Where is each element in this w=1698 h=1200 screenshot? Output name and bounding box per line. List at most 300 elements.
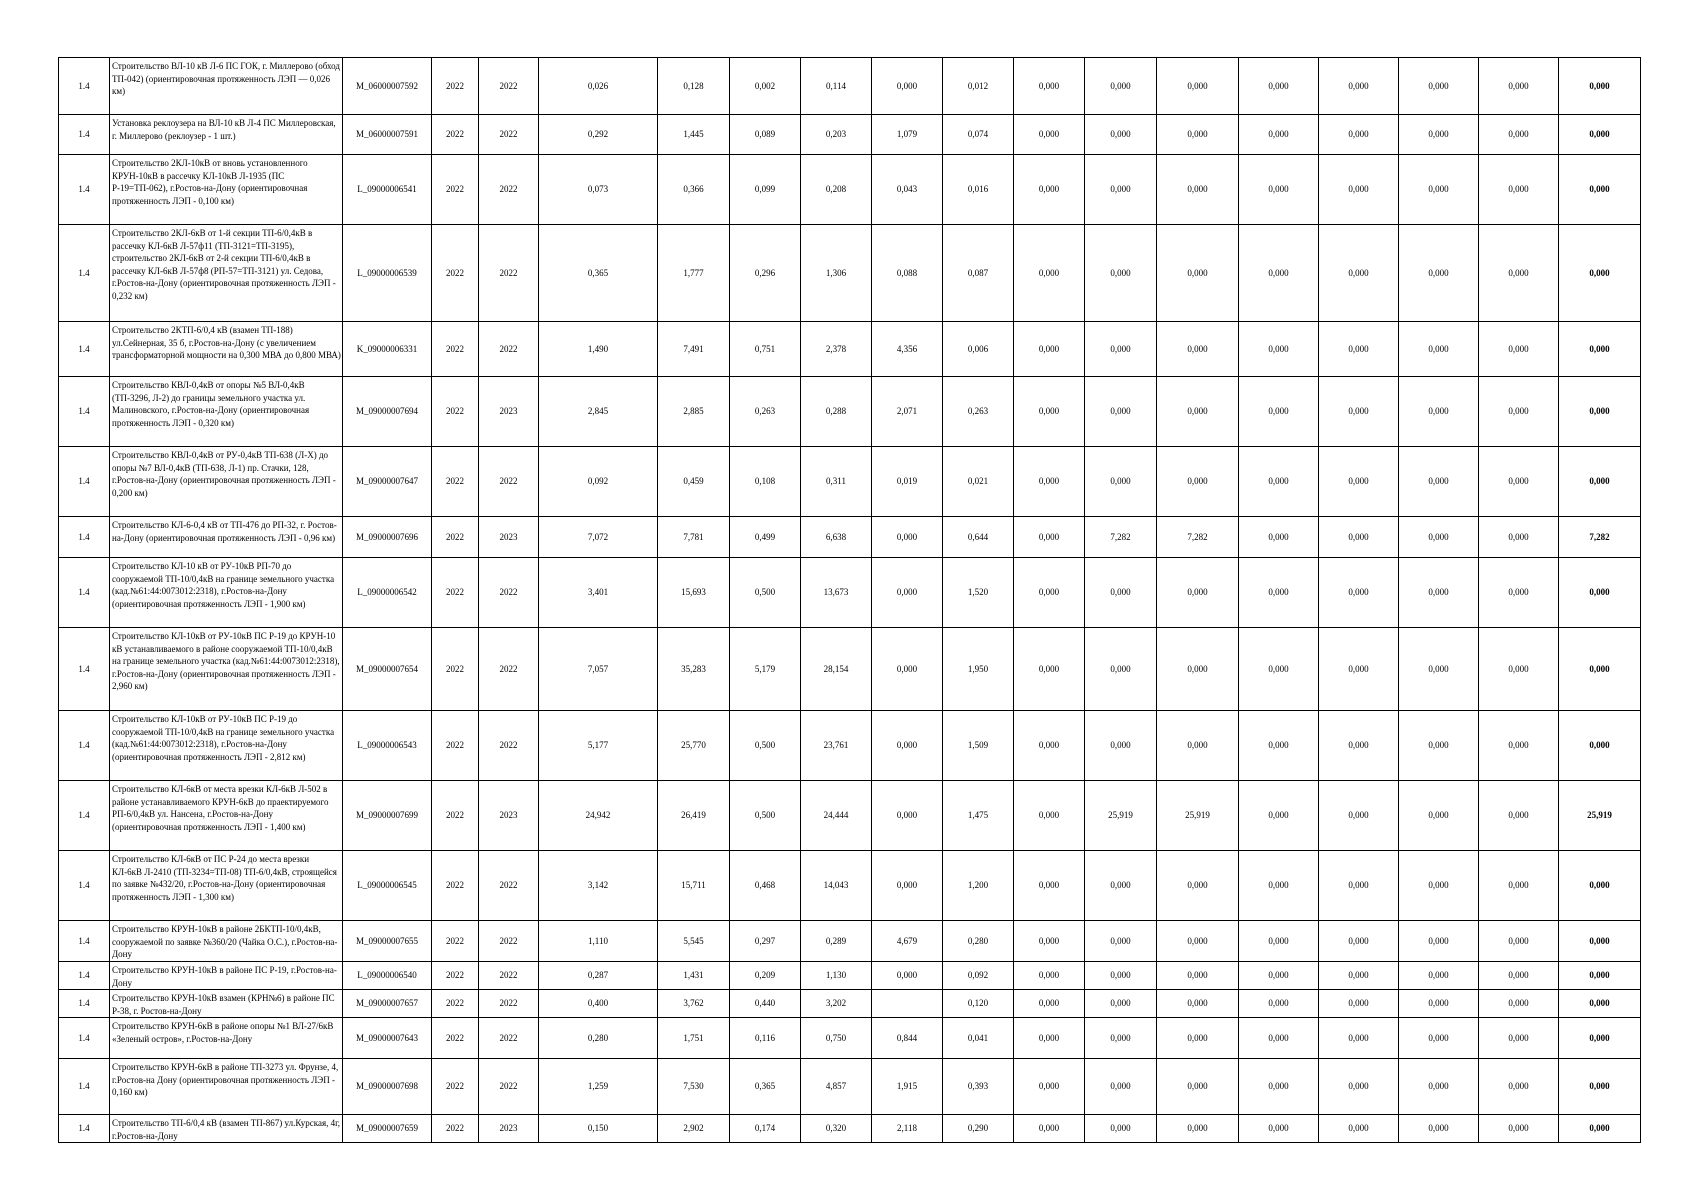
value-col-3: 0,500 (730, 711, 801, 781)
value-col-3: 0,365 (730, 1059, 801, 1115)
project-name-cell: Строительство КЛ-6кВ от ПС Р-24 до места врезки КЛ-6кВ Л-2410 (ТП-3234=ТП-08) ТП-6/0,4кВ, строящейся по заявке №432/20, г.Ростов-на-Дону (ориентировочная протяженность ЛЭП - 1,300 км) (110, 851, 343, 921)
start-year-cell: 2022 (432, 628, 479, 711)
start-year-cell: 2022 (432, 921, 479, 962)
value-col-3: 0,500 (730, 781, 801, 851)
value-col-8: 7,282 (1085, 517, 1157, 558)
value-col-12: 0,000 (1399, 115, 1479, 155)
total-cell: 0,000 (1559, 711, 1641, 781)
table-row (59, 711, 1641, 781)
value-col-3: 0,209 (730, 962, 801, 990)
value-col-4: 14,043 (801, 851, 872, 921)
value-col-10: 0,000 (1239, 1115, 1319, 1143)
end-year-cell: 2022 (479, 558, 539, 628)
value-col-9: 7,282 (1157, 517, 1239, 558)
value-col-13: 0,000 (1479, 447, 1559, 517)
value-col-11: 0,000 (1319, 115, 1399, 155)
value-col-5: 0,000 (872, 558, 943, 628)
section-cell: 1.4 (59, 377, 110, 447)
value-col-9: 0,000 (1157, 1018, 1239, 1059)
total-cell: 0,000 (1559, 1115, 1641, 1143)
value-col-13: 0,000 (1479, 377, 1559, 447)
project-name-cell: Строительство КРУН-6кВ в районе ТП-3273 ул. Фрунзе, 4, г.Ростов-на Дону (ориентировочная протяженность ЛЭП - 0,160 км) (110, 1059, 343, 1115)
start-year-cell: 2022 (432, 1018, 479, 1059)
value-col-10: 0,000 (1239, 990, 1319, 1018)
end-year-cell: 2022 (479, 1018, 539, 1059)
value-col-12: 0,000 (1399, 377, 1479, 447)
investment-table (58, 57, 1641, 1143)
end-year-cell: 2023 (479, 517, 539, 558)
value-col-13: 0,000 (1479, 1115, 1559, 1143)
value-col-9: 0,000 (1157, 851, 1239, 921)
value-col-7: 0,000 (1014, 377, 1085, 447)
project-id-cell: M_09000007655 (343, 921, 432, 962)
value-col-13: 0,000 (1479, 628, 1559, 711)
section-cell: 1.4 (59, 322, 110, 377)
value-col-8: 0,000 (1085, 558, 1157, 628)
value-col-3: 0,099 (730, 155, 801, 225)
value-col-3: 0,116 (730, 1018, 801, 1059)
section-cell: 1.4 (59, 962, 110, 990)
value-col-10: 0,000 (1239, 322, 1319, 377)
value-col-2: 0,128 (658, 58, 730, 115)
total-cell: 0,000 (1559, 851, 1641, 921)
section-cell: 1.4 (59, 558, 110, 628)
value-col-7: 0,000 (1014, 225, 1085, 322)
start-year-cell: 2022 (432, 1059, 479, 1115)
value-col-10: 0,000 (1239, 155, 1319, 225)
section-cell: 1.4 (59, 447, 110, 517)
value-col-5: 1,915 (872, 1059, 943, 1115)
value-col-7: 0,000 (1014, 628, 1085, 711)
value-col-1: 7,072 (539, 517, 658, 558)
value-col-6: 0,074 (943, 115, 1014, 155)
table-row (59, 781, 1641, 851)
total-cell: 0,000 (1559, 990, 1641, 1018)
project-name-cell: Строительство КРУН-10кВ в районе 2БКТП-10/0,4кВ, сооружаемой по заявке №360/20 (Чайка О.С.), г.Ростов-на-Дону (110, 921, 343, 962)
value-col-12: 0,000 (1399, 1059, 1479, 1115)
value-col-10: 0,000 (1239, 781, 1319, 851)
value-col-10: 0,000 (1239, 115, 1319, 155)
total-cell: 0,000 (1559, 322, 1641, 377)
value-col-12: 0,000 (1399, 155, 1479, 225)
project-id-cell: M_09000007657 (343, 990, 432, 1018)
section-cell: 1.4 (59, 115, 110, 155)
value-col-7: 0,000 (1014, 851, 1085, 921)
value-col-9: 0,000 (1157, 447, 1239, 517)
value-col-3: 5,179 (730, 628, 801, 711)
value-col-4: 4,857 (801, 1059, 872, 1115)
value-col-7: 0,000 (1014, 1059, 1085, 1115)
value-col-12: 0,000 (1399, 447, 1479, 517)
end-year-cell: 2022 (479, 851, 539, 921)
value-col-6: 0,263 (943, 377, 1014, 447)
value-col-5: 0,844 (872, 1018, 943, 1059)
value-col-6: 0,006 (943, 322, 1014, 377)
value-col-3: 0,297 (730, 921, 801, 962)
value-col-6: 0,290 (943, 1115, 1014, 1143)
table-row (59, 962, 1641, 990)
value-col-13: 0,000 (1479, 115, 1559, 155)
value-col-4: 1,130 (801, 962, 872, 990)
value-col-10: 0,000 (1239, 447, 1319, 517)
value-col-8: 0,000 (1085, 962, 1157, 990)
value-col-5: 0,000 (872, 517, 943, 558)
project-name-cell: Строительство ТП-6/0,4 кВ (взамен ТП-867) ул.Курская, 4г, г.Ростов-на-Дону (110, 1115, 343, 1143)
project-id-cell: L_09000006541 (343, 155, 432, 225)
table-row (59, 851, 1641, 921)
value-col-10: 0,000 (1239, 921, 1319, 962)
value-col-3: 0,089 (730, 115, 801, 155)
project-id-cell: M_09000007699 (343, 781, 432, 851)
value-col-3: 0,296 (730, 225, 801, 322)
end-year-cell: 2023 (479, 377, 539, 447)
value-col-2: 7,530 (658, 1059, 730, 1115)
section-cell: 1.4 (59, 851, 110, 921)
start-year-cell: 2022 (432, 558, 479, 628)
start-year-cell: 2022 (432, 58, 479, 115)
value-col-12: 0,000 (1399, 1115, 1479, 1143)
total-cell: 0,000 (1559, 225, 1641, 322)
value-col-5: 0,088 (872, 225, 943, 322)
value-col-9: 0,000 (1157, 322, 1239, 377)
table-row (59, 115, 1641, 155)
value-col-9: 0,000 (1157, 962, 1239, 990)
value-col-11: 0,000 (1319, 517, 1399, 558)
value-col-9: 0,000 (1157, 1059, 1239, 1115)
value-col-6: 0,016 (943, 155, 1014, 225)
section-cell: 1.4 (59, 921, 110, 962)
start-year-cell: 2022 (432, 962, 479, 990)
value-col-12: 0,000 (1399, 58, 1479, 115)
value-col-13: 0,000 (1479, 1018, 1559, 1059)
table-row (59, 990, 1641, 1018)
end-year-cell: 2022 (479, 155, 539, 225)
value-col-1: 1,490 (539, 322, 658, 377)
section-cell: 1.4 (59, 1059, 110, 1115)
value-col-5: 1,079 (872, 115, 943, 155)
value-col-10: 0,000 (1239, 851, 1319, 921)
value-col-1: 0,292 (539, 115, 658, 155)
start-year-cell: 2022 (432, 851, 479, 921)
value-col-3: 0,108 (730, 447, 801, 517)
value-col-4: 1,306 (801, 225, 872, 322)
value-col-7: 0,000 (1014, 711, 1085, 781)
value-col-1: 0,073 (539, 155, 658, 225)
value-col-1: 1,259 (539, 1059, 658, 1115)
value-col-2: 5,545 (658, 921, 730, 962)
value-col-8: 0,000 (1085, 58, 1157, 115)
value-col-10: 0,000 (1239, 558, 1319, 628)
value-col-12: 0,000 (1399, 628, 1479, 711)
table-row (59, 447, 1641, 517)
value-col-13: 0,000 (1479, 711, 1559, 781)
value-col-8: 0,000 (1085, 1059, 1157, 1115)
total-cell: 25,919 (1559, 781, 1641, 851)
value-col-8: 25,919 (1085, 781, 1157, 851)
total-cell: 0,000 (1559, 962, 1641, 990)
end-year-cell: 2022 (479, 962, 539, 990)
value-col-9: 0,000 (1157, 711, 1239, 781)
value-col-5: 0,043 (872, 155, 943, 225)
value-col-4: 0,288 (801, 377, 872, 447)
total-cell: 7,282 (1559, 517, 1641, 558)
project-id-cell: L_09000006543 (343, 711, 432, 781)
project-name-cell: Строительство 2КТП-6/0,4 кВ (взамен ТП-188) ул.Сейнерная, 35 б, г.Ростов-на-Дону (с увеличением трансформаторной мощности на 0,300 МВА до 0,800 МВА) (110, 322, 343, 377)
value-col-13: 0,000 (1479, 58, 1559, 115)
value-col-2: 3,762 (658, 990, 730, 1018)
value-col-2: 2,885 (658, 377, 730, 447)
value-col-3: 0,499 (730, 517, 801, 558)
table-row (59, 517, 1641, 558)
value-col-3: 0,174 (730, 1115, 801, 1143)
value-col-3: 0,002 (730, 58, 801, 115)
value-col-10: 0,000 (1239, 377, 1319, 447)
end-year-cell: 2022 (479, 58, 539, 115)
value-col-9: 0,000 (1157, 58, 1239, 115)
value-col-1: 3,401 (539, 558, 658, 628)
value-col-4: 6,638 (801, 517, 872, 558)
project-id-cell: M_06000007592 (343, 58, 432, 115)
value-col-8: 0,000 (1085, 990, 1157, 1018)
value-col-4: 0,203 (801, 115, 872, 155)
value-col-2: 15,711 (658, 851, 730, 921)
total-cell: 0,000 (1559, 558, 1641, 628)
value-col-5: 0,019 (872, 447, 943, 517)
value-col-12: 0,000 (1399, 990, 1479, 1018)
value-col-8: 0,000 (1085, 711, 1157, 781)
value-col-4: 3,202 (801, 990, 872, 1018)
value-col-2: 35,283 (658, 628, 730, 711)
value-col-6: 0,393 (943, 1059, 1014, 1115)
value-col-2: 0,366 (658, 155, 730, 225)
value-col-12: 0,000 (1399, 962, 1479, 990)
table-row (59, 322, 1641, 377)
value-col-8: 0,000 (1085, 921, 1157, 962)
end-year-cell: 2022 (479, 322, 539, 377)
value-col-11: 0,000 (1319, 58, 1399, 115)
value-col-6: 1,509 (943, 711, 1014, 781)
value-col-12: 0,000 (1399, 517, 1479, 558)
value-col-13: 0,000 (1479, 962, 1559, 990)
value-col-6: 0,087 (943, 225, 1014, 322)
value-col-5: 2,071 (872, 377, 943, 447)
value-col-2: 1,445 (658, 115, 730, 155)
value-col-9: 0,000 (1157, 377, 1239, 447)
section-cell: 1.4 (59, 155, 110, 225)
value-col-13: 0,000 (1479, 558, 1559, 628)
total-cell: 0,000 (1559, 1059, 1641, 1115)
value-col-1: 0,092 (539, 447, 658, 517)
project-id-cell: L_09000006545 (343, 851, 432, 921)
project-id-cell: M_09000007659 (343, 1115, 432, 1143)
end-year-cell: 2022 (479, 447, 539, 517)
value-col-13: 0,000 (1479, 921, 1559, 962)
value-col-11: 0,000 (1319, 921, 1399, 962)
value-col-11: 0,000 (1319, 711, 1399, 781)
start-year-cell: 2022 (432, 990, 479, 1018)
total-cell: 0,000 (1559, 58, 1641, 115)
value-col-3: 0,751 (730, 322, 801, 377)
value-col-2: 1,777 (658, 225, 730, 322)
table-row (59, 58, 1641, 115)
value-col-6: 0,012 (943, 58, 1014, 115)
end-year-cell: 2022 (479, 115, 539, 155)
value-col-8: 0,000 (1085, 1115, 1157, 1143)
value-col-13: 0,000 (1479, 1059, 1559, 1115)
value-col-10: 0,000 (1239, 1018, 1319, 1059)
value-col-6: 0,280 (943, 921, 1014, 962)
end-year-cell: 2022 (479, 225, 539, 322)
value-col-10: 0,000 (1239, 517, 1319, 558)
value-col-10: 0,000 (1239, 628, 1319, 711)
value-col-4: 24,444 (801, 781, 872, 851)
value-col-2: 25,770 (658, 711, 730, 781)
value-col-9: 0,000 (1157, 990, 1239, 1018)
value-col-7: 0,000 (1014, 781, 1085, 851)
total-cell: 0,000 (1559, 921, 1641, 962)
value-col-11: 0,000 (1319, 851, 1399, 921)
value-col-7: 0,000 (1014, 990, 1085, 1018)
value-col-1: 1,110 (539, 921, 658, 962)
value-col-9: 0,000 (1157, 115, 1239, 155)
value-col-8: 0,000 (1085, 851, 1157, 921)
value-col-10: 0,000 (1239, 1059, 1319, 1115)
value-col-1: 7,057 (539, 628, 658, 711)
table-row (59, 1059, 1641, 1115)
section-cell: 1.4 (59, 711, 110, 781)
value-col-1: 5,177 (539, 711, 658, 781)
value-col-1: 0,280 (539, 1018, 658, 1059)
value-col-7: 0,000 (1014, 115, 1085, 155)
value-col-8: 0,000 (1085, 115, 1157, 155)
value-col-12: 0,000 (1399, 558, 1479, 628)
value-col-8: 0,000 (1085, 447, 1157, 517)
section-cell: 1.4 (59, 990, 110, 1018)
value-col-1: 0,287 (539, 962, 658, 990)
total-cell: 0,000 (1559, 155, 1641, 225)
value-col-12: 0,000 (1399, 781, 1479, 851)
project-name-cell: Строительство КРУН-10кВ взамен (КРН№6) в районе ПС Р-38, г. Ростов-на-Дону (110, 990, 343, 1018)
project-id-cell: M_09000007696 (343, 517, 432, 558)
value-col-11: 0,000 (1319, 1059, 1399, 1115)
value-col-4: 2,378 (801, 322, 872, 377)
section-cell: 1.4 (59, 1018, 110, 1059)
value-col-9: 0,000 (1157, 225, 1239, 322)
start-year-cell: 2022 (432, 322, 479, 377)
value-col-1: 2,845 (539, 377, 658, 447)
value-col-11: 0,000 (1319, 558, 1399, 628)
table-row (59, 225, 1641, 322)
value-col-5: 4,356 (872, 322, 943, 377)
value-col-2: 2,902 (658, 1115, 730, 1143)
value-col-13: 0,000 (1479, 781, 1559, 851)
table-row (59, 1018, 1641, 1059)
value-col-9: 0,000 (1157, 1115, 1239, 1143)
value-col-6: 0,092 (943, 962, 1014, 990)
project-name-cell: Строительство ВЛ-10 кВ Л-6 ПС ГОК, г. Миллерово (обход ТП-042) (ориентировочная протяженность ЛЭП — 0,026 км) (110, 58, 343, 115)
value-col-2: 1,751 (658, 1018, 730, 1059)
value-col-1: 0,026 (539, 58, 658, 115)
value-col-7: 0,000 (1014, 1018, 1085, 1059)
value-col-13: 0,000 (1479, 517, 1559, 558)
value-col-4: 23,761 (801, 711, 872, 781)
value-col-8: 0,000 (1085, 377, 1157, 447)
value-col-1: 24,942 (539, 781, 658, 851)
total-cell: 0,000 (1559, 1018, 1641, 1059)
value-col-5: 4,679 (872, 921, 943, 962)
value-col-5: 0,000 (872, 962, 943, 990)
value-col-9: 0,000 (1157, 628, 1239, 711)
project-id-cell: L_09000006540 (343, 962, 432, 990)
value-col-13: 0,000 (1479, 155, 1559, 225)
value-col-4: 0,114 (801, 58, 872, 115)
value-col-8: 0,000 (1085, 628, 1157, 711)
value-col-3: 0,500 (730, 558, 801, 628)
section-cell: 1.4 (59, 517, 110, 558)
value-col-9: 25,919 (1157, 781, 1239, 851)
value-col-12: 0,000 (1399, 711, 1479, 781)
table-row (59, 558, 1641, 628)
value-col-4: 0,320 (801, 1115, 872, 1143)
value-col-11: 0,000 (1319, 781, 1399, 851)
end-year-cell: 2022 (479, 711, 539, 781)
value-col-1: 3,142 (539, 851, 658, 921)
value-col-5 (872, 990, 943, 1018)
value-col-5: 0,000 (872, 781, 943, 851)
project-name-cell: Установка реклоузера на ВЛ-10 кВ Л-4 ПС Миллеровская, г. Миллерово (реклоузер - 1 шт.) (110, 115, 343, 155)
start-year-cell: 2022 (432, 711, 479, 781)
project-name-cell: Строительство КЛ-10кВ от РУ-10кВ ПС Р-19 до КРУН-10 кВ устанавливаемого в районе сооружаемой ТП-10/0,4кВ на границе земельного участка (кад.№61:44:0073012:2318), г.Ростов-на-Дону (ориентировочная протяженность ЛЭП - 2,960 км) (110, 628, 343, 711)
start-year-cell: 2022 (432, 517, 479, 558)
table-row (59, 1115, 1641, 1143)
value-col-7: 0,000 (1014, 517, 1085, 558)
value-col-11: 0,000 (1319, 447, 1399, 517)
project-name-cell: Строительство КЛ-6-0,4 кВ от ТП-476 до РП-32, г. Ростов-на-Дону (ориентировочная протяженность ЛЭП - 0,96 км) (110, 517, 343, 558)
section-cell: 1.4 (59, 628, 110, 711)
value-col-12: 0,000 (1399, 322, 1479, 377)
value-col-12: 0,000 (1399, 1018, 1479, 1059)
value-col-4: 0,311 (801, 447, 872, 517)
project-name-cell: Строительство КЛ-10 кВ от РУ-10кВ РП-70 до сооружаемой ТП-10/0,4кВ на границе земельного участка (кад.№61:44:0073012:2318), г.Ростов-на-Дону (ориентировочная протяженность ЛЭП - 1,900 км) (110, 558, 343, 628)
value-col-9: 0,000 (1157, 921, 1239, 962)
value-col-6: 1,520 (943, 558, 1014, 628)
section-cell: 1.4 (59, 781, 110, 851)
end-year-cell: 2022 (479, 990, 539, 1018)
value-col-2: 7,491 (658, 322, 730, 377)
value-col-11: 0,000 (1319, 377, 1399, 447)
value-col-4: 0,208 (801, 155, 872, 225)
value-col-2: 15,693 (658, 558, 730, 628)
value-col-8: 0,000 (1085, 155, 1157, 225)
project-id-cell: M_09000007698 (343, 1059, 432, 1115)
project-id-cell: L_09000006539 (343, 225, 432, 322)
value-col-7: 0,000 (1014, 58, 1085, 115)
value-col-13: 0,000 (1479, 990, 1559, 1018)
value-col-1: 0,150 (539, 1115, 658, 1143)
section-cell: 1.4 (59, 58, 110, 115)
start-year-cell: 2022 (432, 377, 479, 447)
end-year-cell: 2022 (479, 628, 539, 711)
end-year-cell: 2023 (479, 1115, 539, 1143)
project-name-cell: Строительство 2КЛ-10кВ от вновь установленного КРУН-10кВ в рассечку КЛ-10кВ Л-1935 (ПС Р-19=ТП-062), г.Ростов-на-Дону (ориентировочная протяженность ЛЭП - 0,100 км) (110, 155, 343, 225)
value-col-3: 0,263 (730, 377, 801, 447)
value-col-6: 1,475 (943, 781, 1014, 851)
value-col-5: 0,000 (872, 58, 943, 115)
value-col-4: 13,673 (801, 558, 872, 628)
value-col-11: 0,000 (1319, 990, 1399, 1018)
total-cell: 0,000 (1559, 447, 1641, 517)
value-col-12: 0,000 (1399, 921, 1479, 962)
